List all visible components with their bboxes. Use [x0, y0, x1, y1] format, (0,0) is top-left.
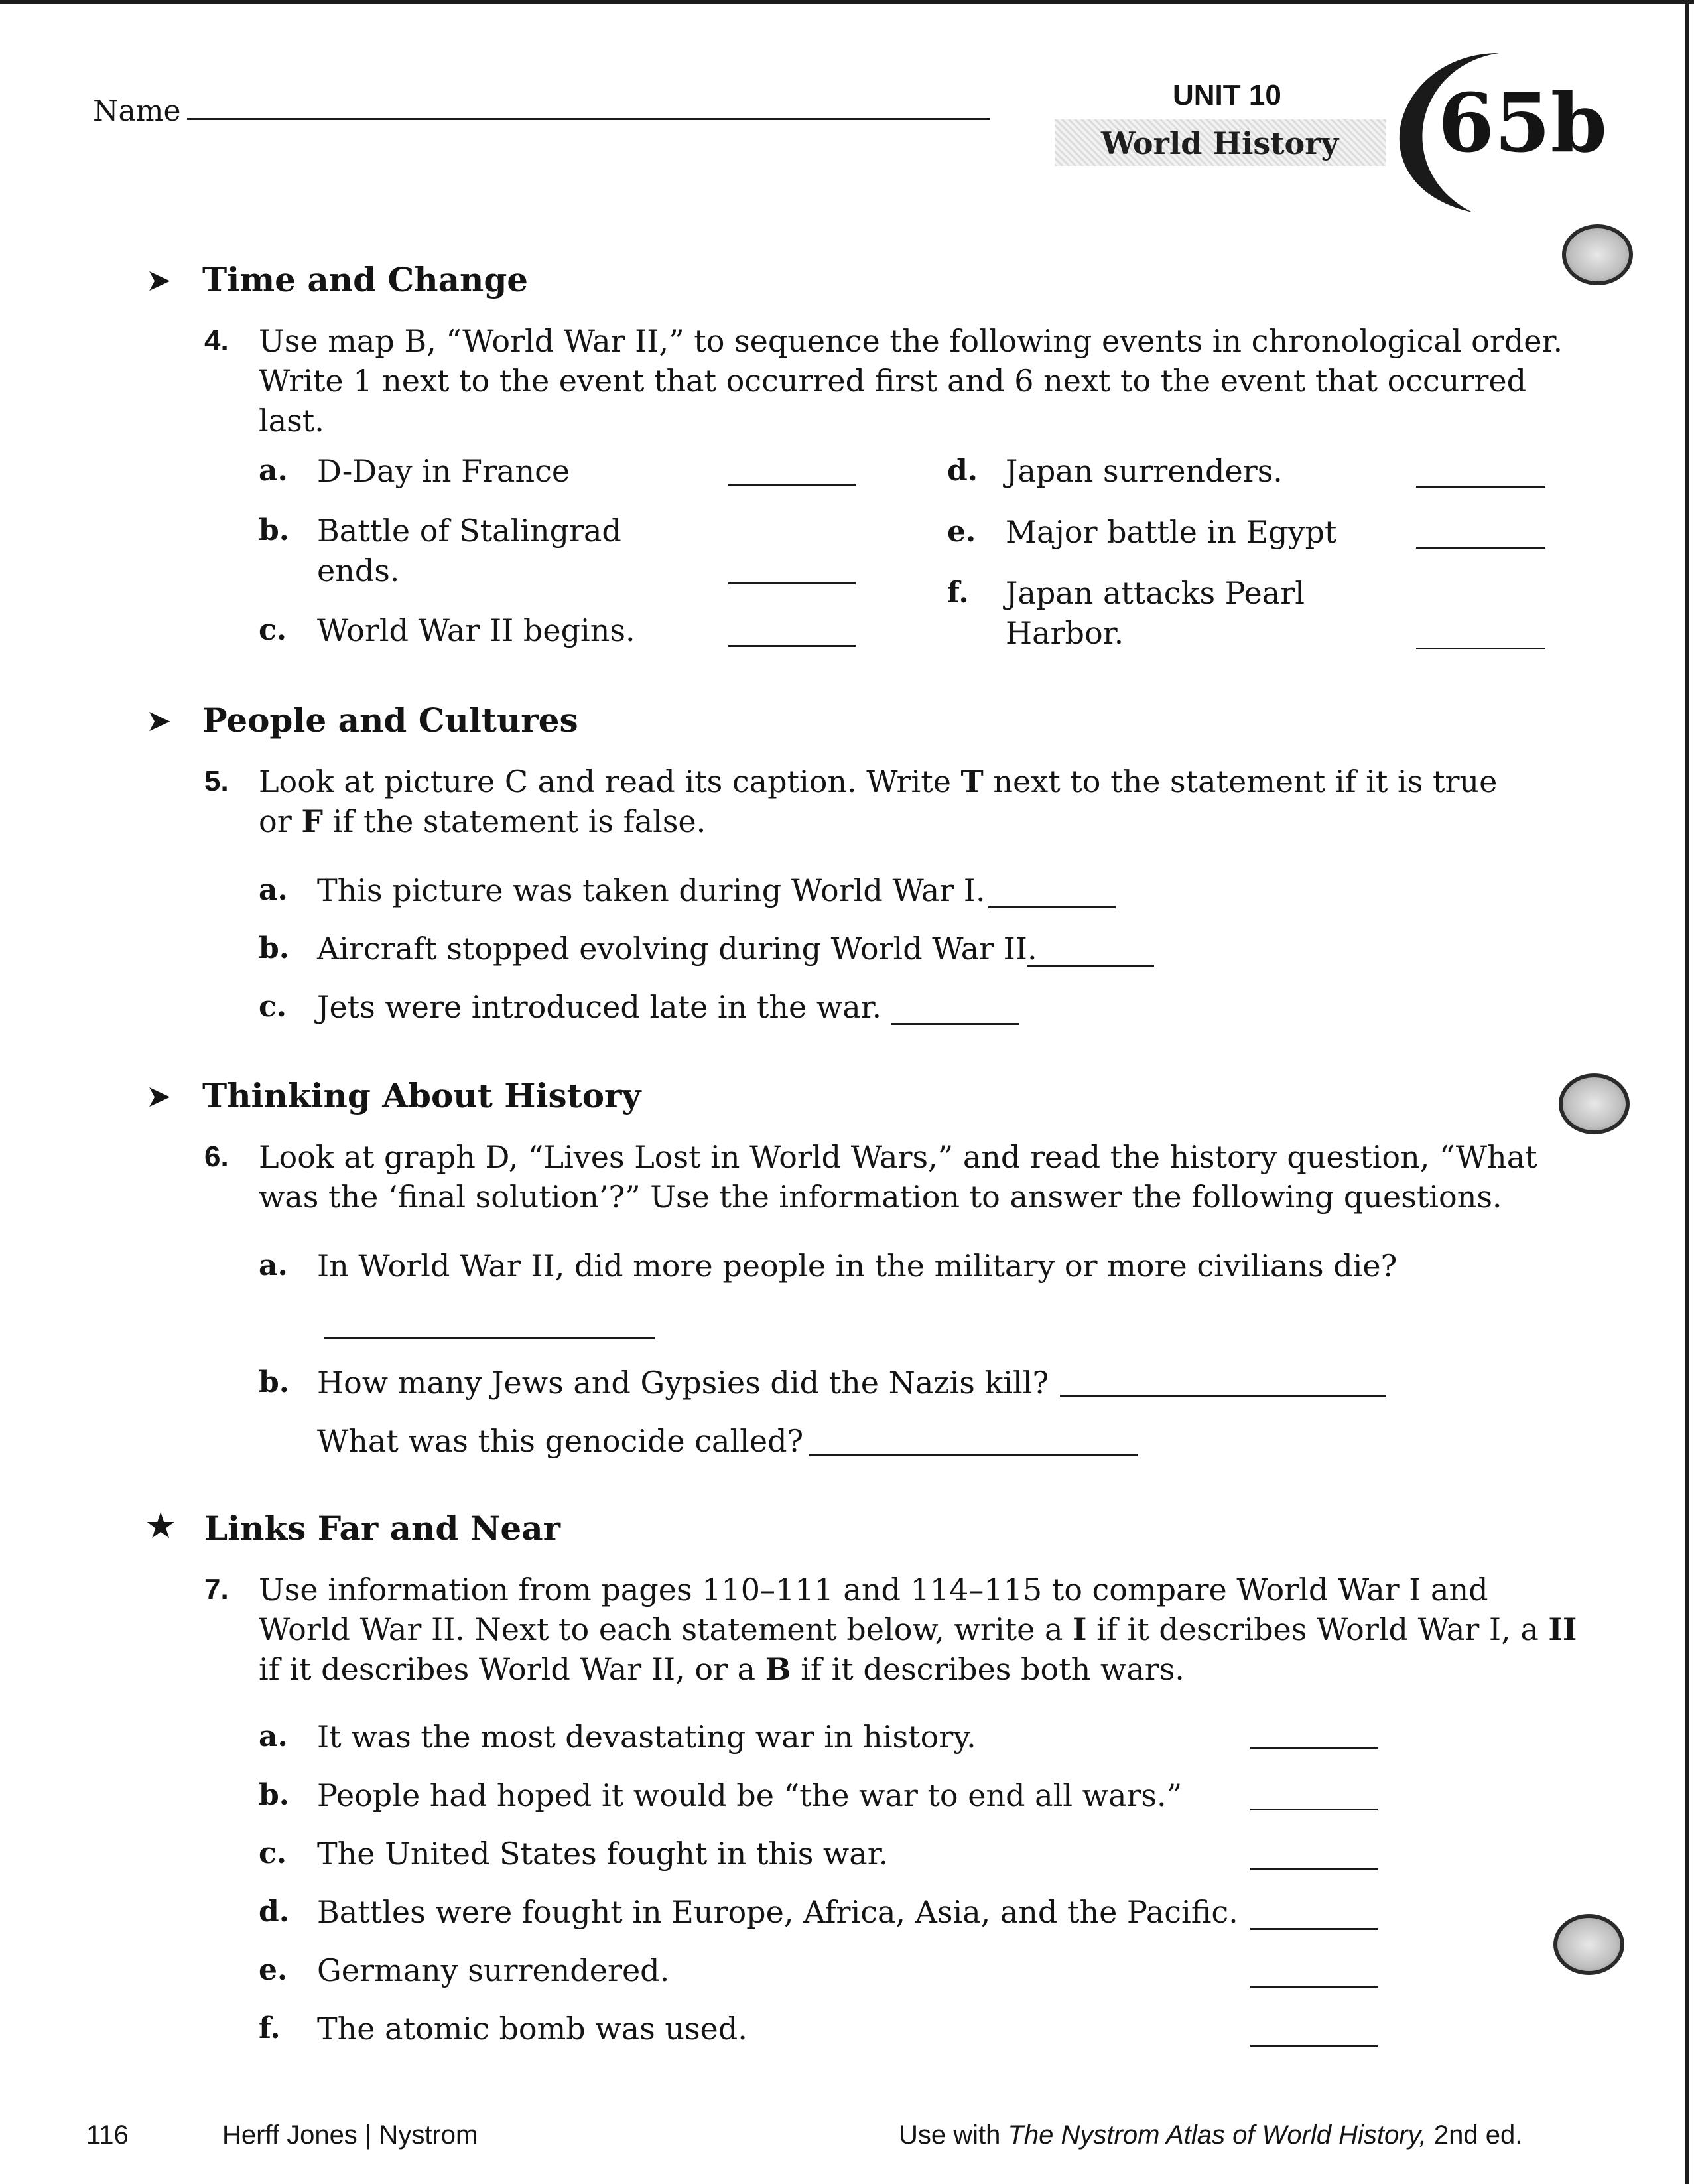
item-text-continued: ends. [317, 553, 400, 588]
answer-blank[interactable] [1416, 547, 1545, 549]
answer-blank[interactable] [1250, 1868, 1378, 1870]
item-text-continued: What was this genocide called? [317, 1423, 804, 1459]
item-text: Major battle in Egypt [1006, 514, 1337, 550]
name-input-line[interactable] [187, 118, 990, 120]
section-title-time-change: Time and Change [202, 260, 529, 299]
question-5-line-1: Look at picture C and read its caption. Write T next to the statement if it is true [259, 764, 1498, 799]
item-text: D-Day in France [317, 453, 570, 489]
item-letter: d. [259, 1895, 290, 1929]
item-letter: a. [259, 1249, 288, 1282]
page-right-border [1685, 0, 1689, 2184]
page-top-border [0, 0, 1694, 4]
answer-blank[interactable] [988, 906, 1116, 908]
item-text-continued: Harbor. [1006, 615, 1124, 651]
item-letter: b. [259, 1778, 290, 1812]
answer-blank[interactable] [809, 1454, 1138, 1456]
page-code: 65b [1438, 75, 1608, 171]
answer-blank[interactable] [324, 1337, 655, 1339]
item-text: World War II begins. [317, 612, 635, 648]
answer-blank[interactable] [1250, 1928, 1378, 1930]
item-text: The United States fought in this war. [317, 1836, 889, 1872]
question-number-7: 7. [204, 1573, 229, 1605]
answer-blank[interactable] [1250, 1986, 1378, 1988]
question-6-line-2: was the ‘final solution’?” Use the information to answer the following questions. [259, 1179, 1502, 1215]
binder-hole-1 [1562, 224, 1633, 285]
item-text: It was the most devastating war in history. [317, 1719, 976, 1755]
item-letter: a. [259, 454, 288, 488]
item-letter: f. [947, 576, 969, 610]
item-letter: c. [259, 1836, 287, 1870]
item-text: Germany surrendered. [317, 1952, 670, 1988]
star-icon: ★ [145, 1505, 177, 1546]
item-letter: c. [259, 613, 287, 647]
question-number-4: 4. [204, 324, 229, 357]
item-text: How many Jews and Gypsies did the Nazis kill? [317, 1365, 1049, 1400]
item-letter: e. [259, 1953, 288, 1987]
page-number: 116 [86, 2120, 129, 2150]
item-text: Jets were introduced late in the war. [317, 989, 882, 1025]
answer-blank[interactable] [891, 1023, 1019, 1025]
item-letter: a. [259, 1720, 288, 1753]
question-4-line-3: last. [259, 403, 324, 439]
use-with-note: Use with The Nystrom Atlas of World History, 2nd ed. [899, 2120, 1523, 2150]
question-7-line-3: if it describes World War II, or a B if it describes both wars. [259, 1651, 1185, 1687]
name-label: Name [93, 94, 181, 128]
answer-blank[interactable] [1060, 1395, 1386, 1397]
answer-blank[interactable] [728, 582, 856, 584]
answer-blank[interactable] [1027, 965, 1154, 967]
section-title-thinking-history: Thinking About History [202, 1076, 641, 1115]
publisher: Herff Jones | Nystrom [222, 2120, 478, 2150]
answer-blank[interactable] [1250, 2045, 1378, 2047]
item-text: This picture was taken during World War I. [317, 872, 986, 908]
item-letter: b. [259, 931, 290, 965]
item-letter: d. [947, 454, 978, 488]
section-title-links: Links Far and Near [204, 1509, 560, 1548]
answer-blank[interactable] [728, 484, 856, 486]
item-letter: e. [947, 515, 976, 549]
answer-blank[interactable] [728, 645, 856, 647]
question-4-line-2: Write 1 next to the event that occurred first and 6 next to the event that occurred [259, 363, 1527, 399]
item-text: The atomic bomb was used. [317, 2011, 748, 2047]
unit-label: UNIT 10 [1173, 79, 1281, 111]
item-letter: a. [259, 873, 288, 907]
item-text: Japan surrenders. [1006, 453, 1283, 489]
question-number-5: 5. [204, 765, 229, 797]
item-text: Battle of Stalingrad [317, 513, 621, 549]
item-text: Aircraft stopped evolving during World War II. [317, 931, 1037, 967]
item-letter: b. [259, 513, 290, 547]
item-text: In World War II, did more people in the military or more civilians die? [317, 1248, 1398, 1284]
answer-blank[interactable] [1250, 1809, 1378, 1810]
section-title-people-cultures: People and Cultures [202, 701, 578, 740]
item-letter: f. [259, 2012, 281, 2045]
item-letter: c. [259, 990, 287, 1024]
section-label: World History [1101, 125, 1339, 161]
answer-blank[interactable] [1416, 486, 1545, 488]
item-text: People had hoped it would be “the war to end all wars.” [317, 1777, 1183, 1813]
answer-blank[interactable] [1250, 1747, 1378, 1749]
binder-hole-2 [1559, 1073, 1630, 1134]
section-arrow-icon: ➤ [146, 262, 172, 298]
question-6-line-1: Look at graph D, “Lives Lost in World Wars,” and read the history question, “What [259, 1139, 1537, 1175]
section-arrow-icon: ➤ [146, 1078, 172, 1114]
question-7-line-2: World War II. Next to each statement below, write a I if it describes World War I, a II [259, 1611, 1577, 1647]
item-text: Japan attacks Pearl [1006, 575, 1305, 611]
section-arrow-icon: ➤ [146, 703, 172, 738]
binder-hole-3 [1553, 1914, 1624, 1975]
question-number-6: 6. [204, 1140, 229, 1173]
item-text: Battles were fought in Europe, Africa, Asia, and the Pacific. [317, 1894, 1238, 1930]
question-7-line-1: Use information from pages 110–111 and 114–115 to compare World War I and [259, 1572, 1488, 1607]
question-5-line-2: or F if the statement is false. [259, 803, 706, 839]
item-letter: b. [259, 1365, 290, 1399]
answer-blank[interactable] [1416, 648, 1545, 649]
question-4-line-1: Use map B, “World War II,” to sequence the following events in chronological order. [259, 323, 1563, 359]
